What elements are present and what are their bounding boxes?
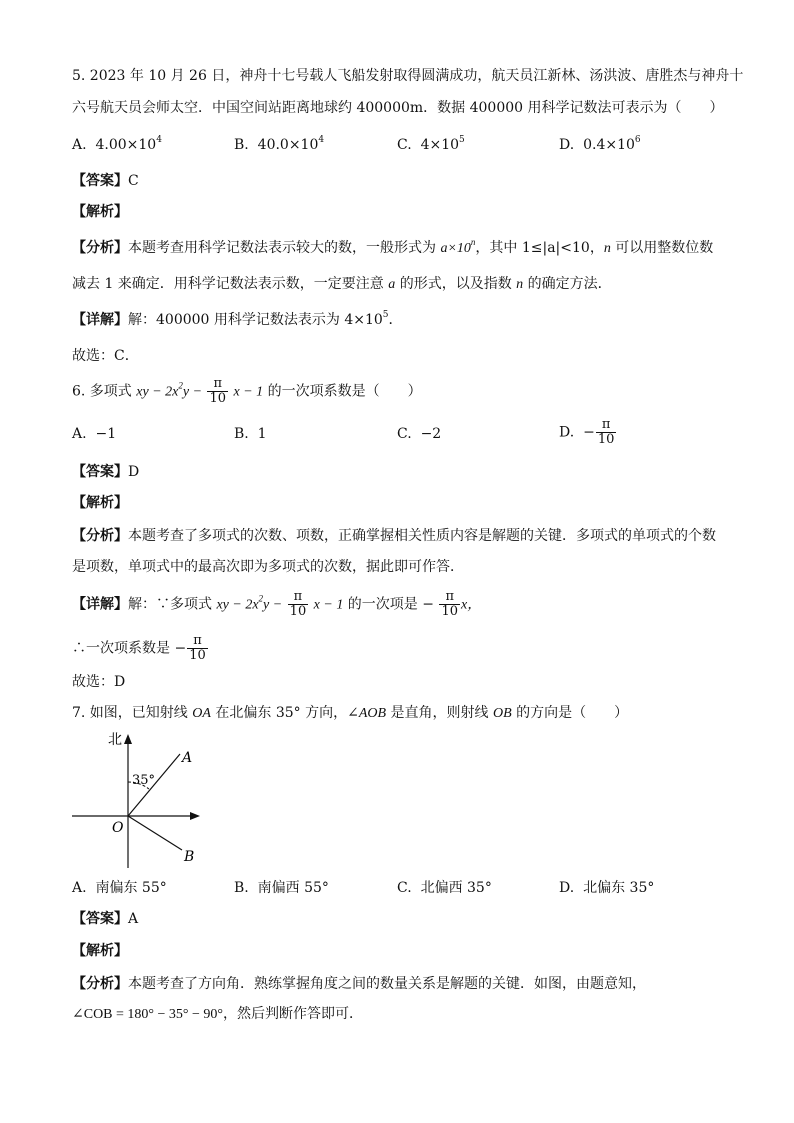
ray-ob — [128, 816, 182, 850]
q5-stem-line2: 六号航天员会师太空．中国空间站距离地球约 400000m．数据 400000 用科学记数法可表示为（ ） — [72, 100, 724, 116]
q6-option-b[interactable]: B. 1 — [234, 426, 267, 442]
north-arrow-icon — [124, 734, 132, 744]
q7-stem: 7. 如图，已知射线 OA 在北偏东 35° 方向，∠AOB 是直角，则射线 OB 的方向是（ ） — [72, 705, 629, 721]
q7-option-b[interactable]: B. 南偏西 55° — [234, 880, 329, 896]
direction-figure — [68, 730, 208, 870]
q7-analysis-tag: 【解析】 — [72, 943, 128, 959]
q5-stem-line1: 5. 2023 年 10 月 26 日，神舟十七号载人飞船发射取得圆满成功，航天员江新林、汤洪波、唐胜杰与神舟十 — [72, 68, 744, 84]
q5-choose: 故选：C． — [72, 348, 139, 364]
q6-option-a[interactable]: A. −1 — [72, 426, 117, 442]
q7-fenxi-line2: ∠COB = 180° − 35° − 90°，然后判断作答即可． — [72, 1007, 363, 1022]
q6-fraction: $\frac{\pi}{10}$ — [209, 376, 227, 406]
q6-choose: 故选：D — [72, 674, 126, 690]
label-angle: 35° — [132, 773, 156, 788]
q5-option-a[interactable]: A. $4.00\times 10^4$ — [72, 135, 162, 153]
q7-option-d[interactable]: D. 北偏东 35° — [559, 880, 655, 896]
q6-fenxi-line2: 是项数，单项式中的最高次即为多项式的次数，据此即可作答． — [72, 559, 464, 575]
q5-option-d[interactable]: D. $0.4\times 10^6$ — [559, 135, 641, 153]
q7-option-c[interactable]: C. 北偏西 35° — [397, 880, 492, 896]
q5-option-c[interactable]: C. $4\times 10^5$ — [397, 135, 465, 153]
east-arrow-icon — [190, 812, 200, 820]
label-north: 北 — [108, 732, 122, 748]
q6-option-c[interactable]: C. −2 — [397, 426, 442, 442]
q5-analysis-tag: 【解析】 — [72, 204, 128, 220]
q5-fenxi-line1: 【分析】本题考查用科学记数法表示较大的数，一般形式为 $a\times 10^n$，其中 1≤|a|<10，n 可以用整数位数 — [72, 237, 714, 256]
label-b: B — [184, 849, 195, 865]
q6-option-d[interactable]: D. − $\frac{\pi}{10}$ — [559, 417, 615, 447]
q5-answer: 【答案】C — [72, 173, 139, 189]
q6-detail: 【详解】解：∵多项式 xy − $2x^2y$ − $\frac{\pi}{10}$ x − 1 的一次项是 − $\frac{\pi}{10}$ x， — [72, 589, 482, 619]
q7-option-a[interactable]: A. 南偏东 55° — [72, 880, 167, 896]
q5-fenxi-line2: 减去 1 来确定．用科学记数法表示数，一定要注意 a 的形式，以及指数 n 的确定方法． — [72, 276, 612, 292]
label-o: O — [112, 820, 124, 836]
q6-analysis-tag: 【解析】 — [72, 495, 128, 511]
q7-fenxi-line1: 【分析】本题考查了方向角．熟练掌握角度之间的数量关系是解题的关键．如图，由题意知， — [72, 976, 646, 992]
label-a: A — [182, 750, 193, 766]
q5-option-b[interactable]: B. $40.0\times 10^4$ — [234, 135, 325, 153]
q6-fenxi-line1: 【分析】本题考查了多项式的次数、项数，正确掌握相关性质内容是解题的关键．多项式的单项式的个数 — [72, 528, 716, 544]
q7-answer: 【答案】A — [72, 911, 139, 927]
q5-detail: 【详解】解：400000 用科学记数法表示为 $4\times 10^5$． — [72, 310, 403, 328]
q6-stem: 6. 多项式 xy − $2x^2y$ − $\frac{\pi}{10}$ x − 1 的一次项系数是（ ） — [72, 376, 422, 406]
q6-therefore: ∴一次项系数是 − $\frac{\pi}{10}$ — [72, 633, 206, 663]
q6-answer: 【答案】D — [72, 464, 140, 480]
